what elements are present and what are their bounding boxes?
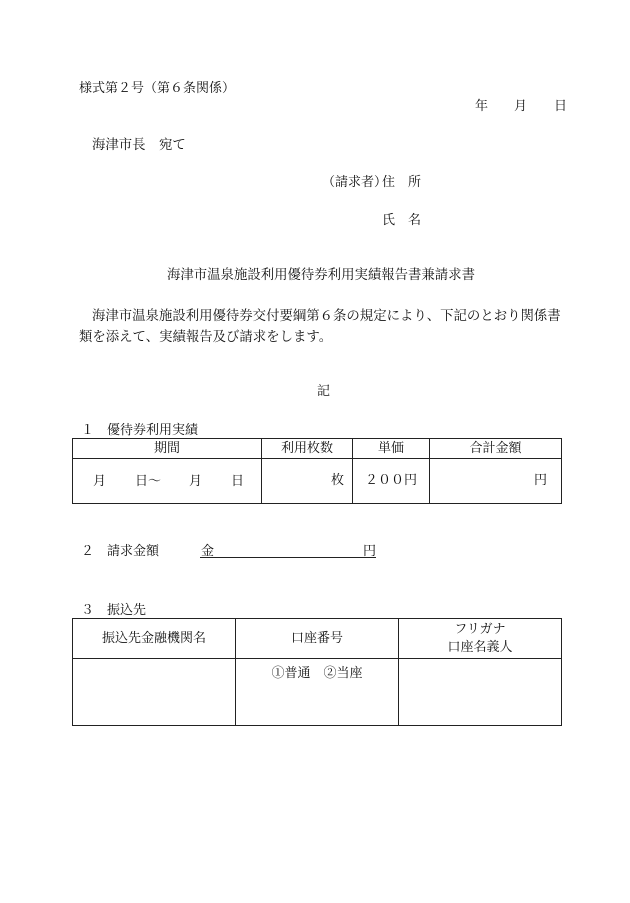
col-unit-price: 単価 [353, 439, 430, 459]
col-account-number: 口座番号 [236, 619, 399, 659]
section3-heading: ３ 振込先 [81, 603, 147, 618]
form-number: 様式第２号（第６条関係） [79, 81, 236, 96]
address-label: 住 所 [382, 175, 422, 190]
requester-label: （請求者） [322, 175, 388, 190]
col-count: 利用枚数 [262, 439, 353, 459]
unit-price-value: ２００円 [364, 473, 417, 489]
name-label: 氏 名 [382, 213, 422, 228]
period-cell[interactable] [73, 459, 262, 504]
col-account-holder [399, 619, 562, 659]
transfer-table [72, 618, 562, 726]
amount-prefix: 金 [201, 544, 215, 559]
total-cell[interactable] [430, 459, 562, 504]
total-unit: 円 [533, 473, 547, 489]
col-total: 合計金額 [430, 439, 562, 459]
amount-input-line[interactable] [200, 557, 376, 558]
body-text: 海津市温泉施設利用優待券交付要綱第６条の規定により、下記のとおり関係書類を添えて、実績報告及び請求をします。 [79, 309, 561, 345]
holder-label: 口座名義人 [447, 639, 513, 655]
amount-suffix: 円 [363, 544, 377, 559]
account-type-options[interactable]: ①普通 ②当座 [271, 666, 363, 681]
count-cell[interactable] [262, 459, 353, 504]
date-year: 年 [475, 99, 489, 114]
section1-heading: １ 優待券利用実績 [81, 423, 199, 438]
date-month: 月 [514, 99, 528, 114]
col-bank-name: 振込先金融機関名 [73, 619, 236, 659]
end-month: 月 [189, 474, 203, 489]
count-unit: 枚 [330, 473, 344, 489]
bank-name-cell[interactable] [73, 659, 236, 726]
usage-table [72, 438, 562, 504]
end-day: 日 [231, 474, 245, 489]
start-month: 月 [93, 474, 107, 489]
document-title: 海津市温泉施設利用優待券利用実績報告書兼請求書 [167, 268, 475, 283]
unit-price-cell [353, 459, 430, 504]
date-day: 日 [554, 99, 568, 114]
ki-mark: 記 [317, 384, 331, 399]
account-holder-cell[interactable] [399, 659, 562, 726]
col-period: 期間 [73, 439, 262, 459]
furigana-label: フリガナ [454, 621, 506, 637]
account-number-cell[interactable] [236, 659, 399, 726]
start-day: 日〜 [135, 474, 162, 489]
section2-heading: ２ 請求金額 [81, 544, 160, 559]
addressee: 海津市長 宛て [92, 138, 186, 153]
